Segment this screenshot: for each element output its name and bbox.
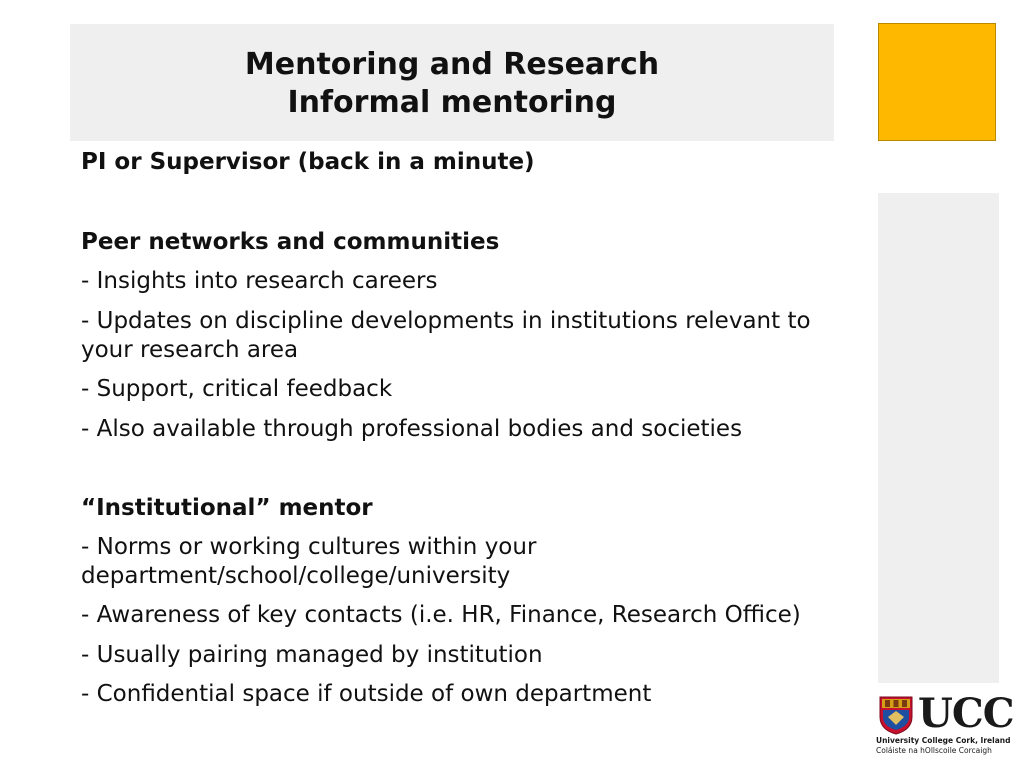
list-item: - Also available through professional bodies and societies xyxy=(81,416,743,442)
title-box xyxy=(70,24,834,141)
section-heading-peer: Peer networks and communities xyxy=(81,229,500,255)
accent-square xyxy=(878,23,996,141)
list-item: - Support, critical feedback xyxy=(81,376,393,402)
logo-letters: UCC xyxy=(918,690,1014,737)
list-item: - Updates on discipline developments in institutions relevant to your research area xyxy=(81,308,811,363)
section-heading-institutional: “Institutional” mentor xyxy=(81,495,373,521)
section-heading-pi: PI or Supervisor (back in a minute) xyxy=(81,149,535,175)
list-item: - Awareness of key contacts (i.e. HR, Finance, Research Office) xyxy=(81,602,801,628)
list-item: - Insights into research careers xyxy=(81,268,438,294)
list-item: - Norms or working cultures within your department/school/college/university xyxy=(81,534,537,589)
ucc-logo xyxy=(876,690,1014,757)
slide-title-line1: Mentoring and Research xyxy=(244,47,660,82)
side-panel xyxy=(878,193,999,683)
slide-content xyxy=(81,145,861,709)
logo-line2: Coláiste na hOllscoile Corcaigh xyxy=(876,746,992,755)
logo-line1: University College Cork, Ireland xyxy=(876,736,1011,745)
list-item: - Usually pairing managed by institution xyxy=(81,642,543,668)
slide-title-line2: Informal mentoring xyxy=(287,85,617,120)
list-item: - Confidential space if outside of own department xyxy=(81,681,652,707)
crest-icon xyxy=(878,695,914,735)
